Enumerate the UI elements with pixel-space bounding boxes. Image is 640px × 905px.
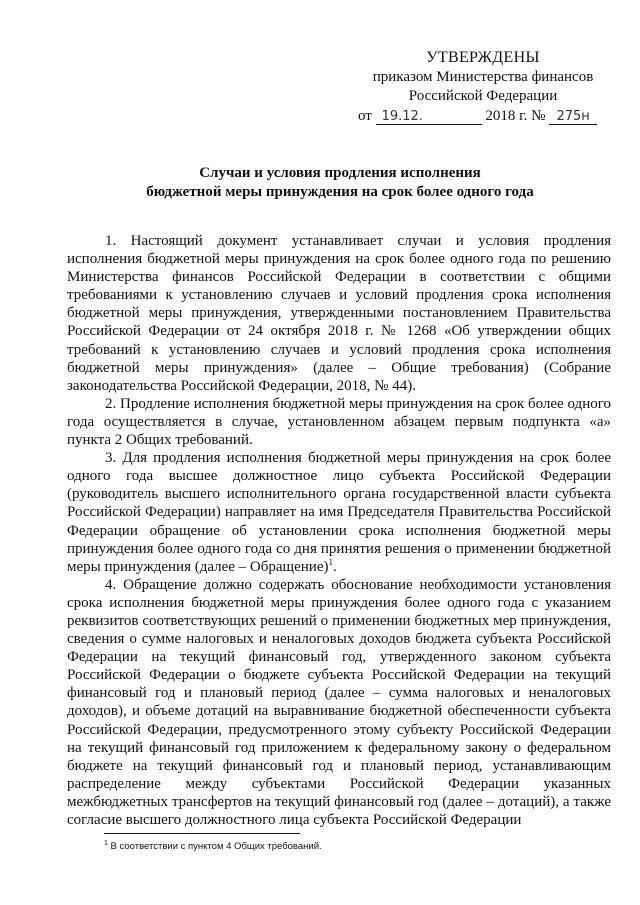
handwritten-date: 19.12. [376,110,482,125]
paragraph-3-text: 3. Для продления исполнения бюджетной меры принуждения на срок более одного года высшее должностное лицо субъекта Российской Федерации (руководитель высшего исполнительного органа государственной власти субъекта Российской Федерации) направляет на имя Председателя Правительства Российской Федерации обращение об установлении срока исполнения бюджетной меры принуждения более одного года со дня принятия решения о применении бюджетной меры принуждения (далее – Обращение) [67,450,611,575]
year-label: 2018 г. № [485,107,546,124]
footnote [104,838,584,853]
approval-line-ministry: приказом Министерства финансов [372,68,594,85]
paragraph-4: 4. Обращение должно содержать обоснование необходимости установления срока исполнения бюджетной меры принуждения более одного года с указанием реквизитов соответствующих решений о применении бюджетных мер принуждения, сведения о сумме налоговых и неналоговых доходов бюджета субъекта Российской Федерации на текущий финансовый год, утвержденного законом субъекта Российской Федерации о бюджете субъекта Российской Федерации на текущий финансовый год и плановый период (далее – сумма налоговых и неналоговых доходов), и объеме дотаций на выравнивание бюджетной обеспеченности субъекта Российской Федерации, предусмотренного этому субъекту Российской Федерации на текущий финансовый год приложением к федеральному закону о федеральном бюджете на текущий финансовый год и плановый период, устанавливающим распределение между субъектами Российской Федерации указанных межбюджетных трансфертов на текущий финансовый год (далее – дотаций), а также согласие высшего должностного лица субъекта Российской Федерации [67,576,611,828]
document-title [80,164,600,202]
paragraph-3: 3. Для продления исполнения бюджетной меры принуждения на срок более одного года высшее должностное лицо субъекта Российской Федерации (руководитель высшего исполнительного органа государственной власти субъекта Российской Федерации) направляет на имя Председателя Правительства Российской Федерации обращение об установлении срока исполнения бюджетной меры принуждения более одного года со дня принятия решения о применении бюджетной меры принуждения (далее – Обращение)$^1$. [67,450,611,575]
footnote-marker: 1 [104,840,108,847]
footnote-text: В соответствии с пунктом 4 Общих требований. [110,841,322,853]
title-line-2: бюджетной меры принуждения на срок более одного года [146,184,534,200]
approval-heading: УТВЕРЖДЕНЫ [426,49,540,66]
approval-block [358,48,608,126]
handwritten-order-number: 275н [549,110,597,125]
title-line-1: Случаи и условия продления исполнения [199,165,481,181]
paragraph-2: 2. Продление исполнения бюджетной меры принуждения на срок более одного года осуществляется в случае, установленном абзацем первым подпункта «а» пункта 2 Общих требований. [67,395,611,449]
document-body [67,232,611,829]
date-prefix: от [358,107,372,124]
footnote-reference: 1 [328,556,333,567]
paragraph-1: 1. Настоящий документ устанавливает случаи и условия продления исполнения бюджетной меры принуждения на срок более одного года по решению Министерства финансов Российской Федерации в соответствии с общими требованиями к установлению случаев и условий продления срока исполнения бюджетной меры принуждения, утвержденными постановлением Правительства Российской Федерации от 24 октября 2018 г. № 1268 «Об утверждении общих требований к установлению случаев и условий продления срока исполнения бюджетной меры принуждения» (далее – Общие требования) (Собрание законодательства Российской Федерации, 2018, № 44). [67,233,611,394]
approval-date-line [358,107,608,127]
approval-line-country: Российской Федерации [408,88,558,104]
footnote-divider [104,833,300,834]
